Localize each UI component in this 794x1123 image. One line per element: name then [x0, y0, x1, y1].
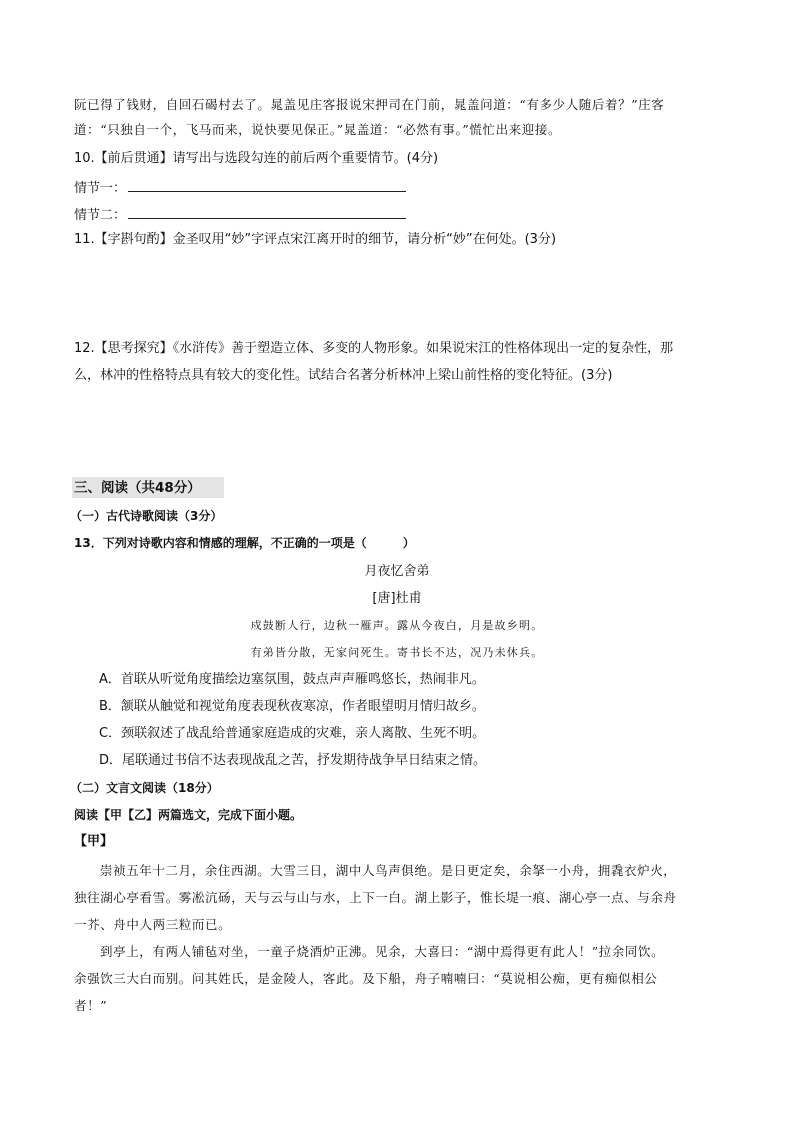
question-13: 13．下列对诗歌内容和情感的理解，不正确的一项是（ ）	[74, 536, 415, 550]
poem-author: [唐]杜甫	[372, 591, 422, 606]
subsection-classical-heading: （二）文言文阅读（18分）	[70, 781, 219, 795]
question-11: 11.【字斟句酌】金圣叹用“妙”字评点宋江离开时的细节，请分析“妙”在何处。(3分)	[74, 232, 557, 247]
poem-title: 月夜忆舍弟	[364, 564, 430, 579]
option-d: D．尾联通过书信不达表现战乱之苦，抒发期待战争早日结束之情。	[99, 753, 487, 768]
question-12-line-2: 么，林冲的性格特点具有较大的变化性。试结合名著分析林冲上梁山前性格的变化特征。(3分)	[74, 368, 613, 383]
passage-para-2-line-2: 余强饮三大白而别。问其姓氏，是金陵人，客此。及下船，舟子喃喃曰：“莫说相公痴，更有痴似相公	[74, 971, 658, 986]
excerpt-line-1: 阮已得了钱财，自回石碣村去了。晁盖见庄客报说宋押司在门前，晁盖问道：“有多少人随后着？”庄客	[74, 97, 665, 112]
question-12-line-1: 12.【思考探究】《水浒传》善于塑造立体、多变的人物形象。如果说宋江的性格体现出一定的复杂性，那	[74, 341, 674, 356]
answer-line-plot-1	[74, 177, 406, 198]
plot-2-blank[interactable]	[128, 204, 406, 219]
passage-para-2-line-3: 者！”	[74, 998, 108, 1013]
option-a: A．首联从听觉角度描绘边塞氛围，鼓点声声雁鸣悠长，热闹非凡。	[99, 672, 485, 687]
question-10: 10.【前后贯通】请写出与选段勾连的前后两个重要情节。(4分)	[74, 151, 439, 166]
passage-para-1-line-3: 一芥、舟中人两三粒而已。	[74, 917, 232, 932]
poem-line-1: 戍鼓断人行，边秋一雁声。露从今夜白，月是故乡明。	[250, 619, 544, 632]
section-3-heading: 三、阅读（共48分）	[74, 480, 201, 496]
answer-line-plot-2	[74, 204, 406, 225]
passage-jia-label: 【甲】	[74, 834, 114, 849]
subsection-poetry-heading: （一）古代诗歌阅读（3分）	[70, 509, 223, 523]
option-c: C．颈联叙述了战乱给普通家庭造成的灾难，亲人离散、生死不明。	[99, 726, 486, 741]
reading-instruction: 阅读【甲【乙】两篇选文，完成下面小题。	[74, 808, 303, 822]
option-b: B．颔联从触觉和视觉角度表现秋夜寒凉，作者眼望明月情归故乡。	[99, 699, 485, 714]
plot-1-blank[interactable]	[128, 177, 406, 192]
passage-para-1-line-2: 独往湖心亭看雪。雾凇沆砀，天与云与山与水，上下一白。湖上影子，惟长堤一痕、湖心亭一点、与余舟	[74, 890, 677, 905]
passage-para-2-line-1: 到亭上，有两人铺毡对坐，一童子烧酒炉正沸。见余，大喜曰：“湖中焉得更有此人！”拉余同饮。	[100, 944, 665, 959]
excerpt-line-2: 道：“只独自一个，飞马而来，说快要见保正。”晁盖道：“必然有事。”慌忙出来迎接。	[74, 122, 562, 137]
plot-2-label: 情节二：	[74, 208, 127, 223]
passage-para-1-line-1: 崇祯五年十二月，余住西湖。大雪三日，湖中人鸟声俱绝。是日更定矣，余拏一小舟，拥毳衣炉火，	[100, 863, 677, 878]
plot-1-label: 情节一：	[74, 181, 127, 196]
poem-line-2: 有弟皆分散，无家问死生。寄书长不达，况乃未休兵。	[250, 646, 544, 659]
